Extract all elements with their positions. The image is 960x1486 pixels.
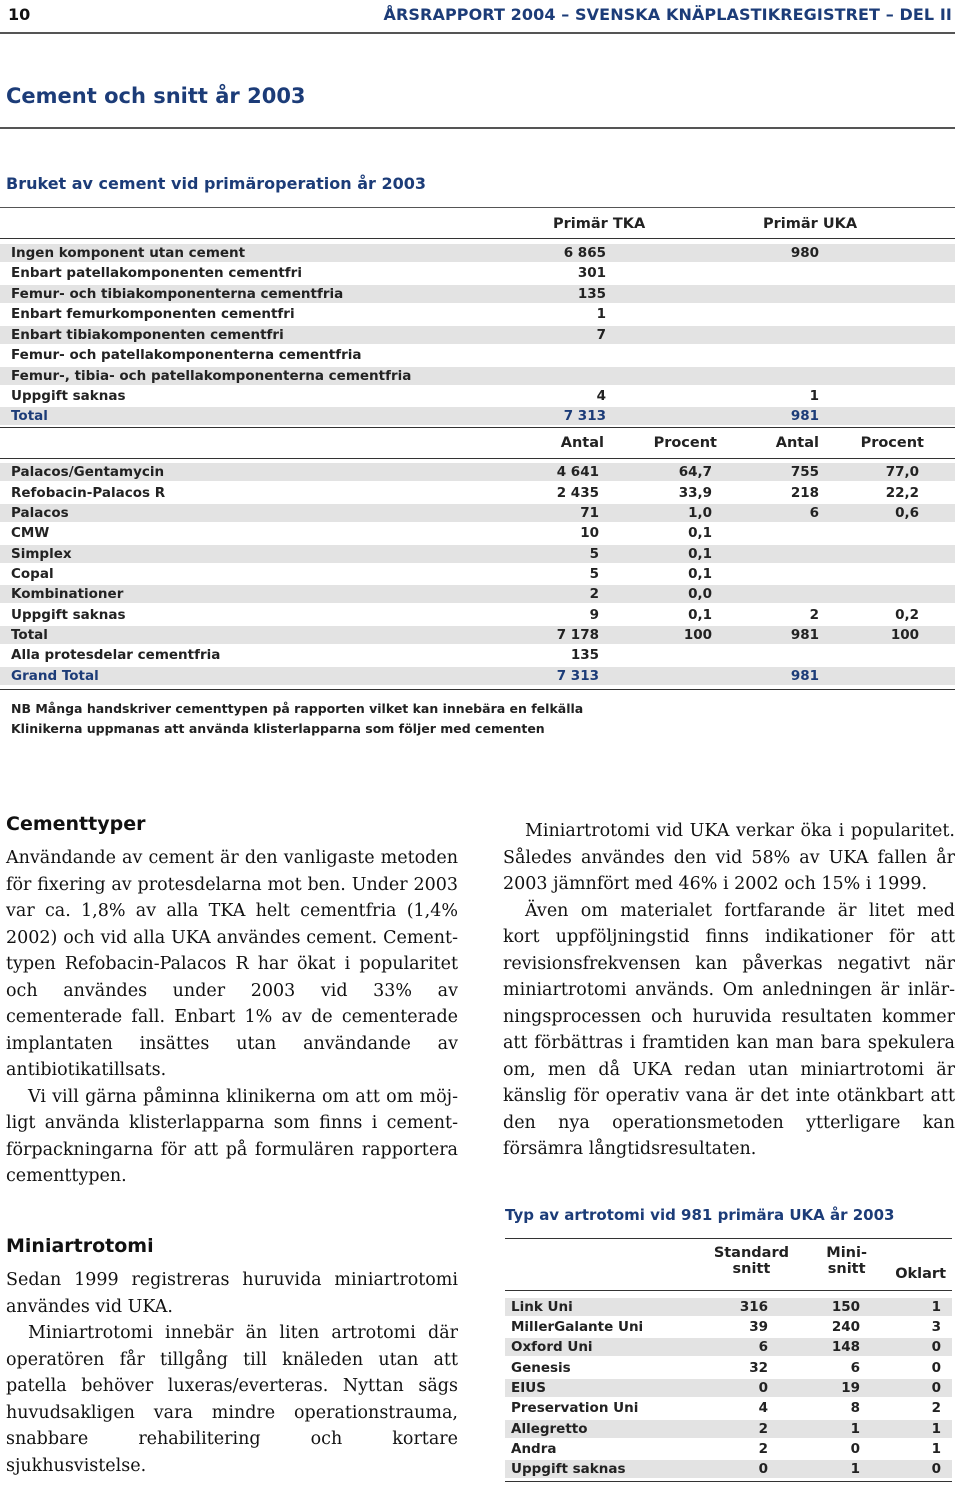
- table-row: [0, 463, 955, 481]
- cementtyper-text: [6, 845, 458, 1190]
- cell-mini: 1: [850, 1461, 860, 1477]
- table-row: [0, 285, 955, 303]
- row-label: EIUS: [511, 1380, 546, 1396]
- col-header-tka: Primär TKA: [553, 216, 646, 232]
- cell-tka: 7: [596, 327, 606, 343]
- subheader-antal-2: Antal: [775, 435, 819, 451]
- subheader-procent-1: Procent: [653, 435, 717, 451]
- cell-standard: 6: [758, 1339, 768, 1355]
- cell-standard: 316: [739, 1299, 768, 1315]
- cell-procent-uka: 0,6: [895, 505, 919, 521]
- miniartrotomi-results-text: [503, 818, 955, 1163]
- row-label: CMW: [11, 525, 50, 541]
- table1-sub-rule: [0, 458, 955, 459]
- cell-mini: 8: [850, 1400, 860, 1416]
- miniartrotomi-heading: Miniartrotomi: [6, 1235, 154, 1257]
- table-row: [0, 264, 955, 282]
- col-header-mini: Mini- snitt: [826, 1245, 867, 1277]
- row-label: Ingen komponent utan cement: [11, 245, 246, 261]
- cell-procent-tka: 100: [683, 627, 712, 643]
- cell-mini: 0: [850, 1441, 860, 1457]
- table1-note-2: Klinikerna uppmanas att använda klisterlapparna som följer med cementen: [11, 721, 545, 736]
- col-header-oklart: Oklart: [895, 1266, 946, 1282]
- cell-standard: 32: [749, 1360, 768, 1376]
- row-label: MillerGalante Uni: [511, 1319, 644, 1335]
- cell-antal-tka: 5: [589, 546, 599, 562]
- cell-standard: 0: [758, 1461, 768, 1477]
- page-header: [0, 0, 960, 32]
- cell-antal-tka: 7 178: [556, 627, 599, 643]
- cell-antal-uka: 755: [790, 464, 819, 480]
- cell-tka: 6 865: [563, 245, 606, 261]
- header-rule: [0, 32, 955, 34]
- table1-header-rule: [0, 238, 955, 239]
- cell-antal-uka: 6: [809, 505, 819, 521]
- row-label: Link Uni: [511, 1299, 573, 1315]
- table-row: [505, 1338, 952, 1356]
- table-row: [0, 484, 955, 502]
- row-label: Andra: [511, 1441, 557, 1457]
- cell-procent-uka: 100: [890, 627, 919, 643]
- row-label: Total: [11, 627, 48, 643]
- row-label: Kombinationer: [11, 586, 124, 602]
- table-row: [0, 524, 955, 542]
- row-label: Femur-, tibia- och patellakomponenterna cementfria: [11, 368, 412, 384]
- right-paragraph-2: Även om materialet fortfarande är litet med kort uppföljningstid finns indikationer för att revisionsfrekvensen kan påverkas negativt när miniartrotomi används. Om anledningen är inlärningsprocessen och huruvida resultaten kommer att förbättras i framtiden kan man bara spekulera om, men då UKA redan utan miniartrotomi är känslig för operativ vana är det inte otänkbart att den nya operationsmetoden ytterligare kan försämra långtidsresultaten.: [503, 900, 955, 1159]
- row-label: Genesis: [511, 1360, 571, 1376]
- miniartrotomi-paragraph-2: Miniartrotomi innebär än liten artrotomi där operatören får tillgång till knäleden utan att patella behöver luxeras/everteras. Nyttan sägs huvudsakligen vara mindre operationstrauma, snabbare rehabilitering och kortare sjukhusvistelse.: [6, 1323, 458, 1476]
- cell-mini: 240: [831, 1319, 860, 1335]
- cell-procent-tka: 0,1: [688, 607, 712, 623]
- cell-tka: 135: [577, 286, 606, 302]
- row-label: Enbart femurkomponenten cementfri: [11, 306, 295, 322]
- row-label: Enbart tibiakomponenten cementfri: [11, 327, 284, 343]
- table-row: [505, 1298, 952, 1316]
- cell-standard: 2: [758, 1441, 768, 1457]
- miniartrotomi-paragraph-1: Sedan 1999 registreras huruvida miniartrotomi användes vid UKA.: [6, 1270, 458, 1317]
- table1-note-1: NB Många handskriver cementtypen på rapporten vilket kan innebära en felkälla: [11, 701, 584, 716]
- row-label: Uppgift saknas: [11, 388, 126, 404]
- cell-oklart: 2: [931, 1400, 941, 1416]
- cell-mini: 1: [850, 1421, 860, 1437]
- table-row: [505, 1460, 952, 1478]
- row-label: Simplex: [11, 546, 72, 562]
- cell-uka: 980: [790, 245, 819, 261]
- cell-antal-tka: 2: [589, 586, 599, 602]
- cell-antal-tka: 4 641: [556, 464, 599, 480]
- table-row: [505, 1420, 952, 1438]
- cell-antal-tka: 10: [580, 525, 599, 541]
- table2-title: Typ av artrotomi vid 981 primära UKA år 2003: [505, 1206, 895, 1224]
- table-row: [0, 626, 955, 644]
- cell-antal-uka: 981: [790, 668, 819, 684]
- cell-antal-uka: 981: [790, 627, 819, 643]
- cell-tka: 1: [596, 306, 606, 322]
- table-row: [0, 367, 955, 385]
- cell-antal-tka: 2 435: [556, 485, 599, 501]
- row-label: Allegretto: [511, 1421, 588, 1437]
- title-rule: [0, 127, 955, 129]
- table1-title: Bruket av cement vid primäroperation år 2003: [6, 174, 427, 193]
- row-label: Oxford Uni: [511, 1339, 593, 1355]
- row-label: Femur- och patellakomponenterna cementfria: [11, 347, 362, 363]
- cell-oklart: 3: [931, 1319, 941, 1335]
- cell-oklart: 0: [931, 1380, 941, 1396]
- table-row-total: [0, 407, 955, 425]
- table-row: [0, 305, 955, 323]
- col-header-uka: Primär UKA: [763, 216, 858, 232]
- cell-uka: 1: [809, 388, 819, 404]
- cell-tka: 301: [577, 265, 606, 281]
- cell-antal-tka: 71: [580, 505, 599, 521]
- cell-procent-tka: 64,7: [678, 464, 712, 480]
- right-paragraph-1: Miniartrotomi vid UKA verkar öka i popularitet. Således användes den vid 58% av UKA fallen år 2003 jämnfört med 46% i 2002 och 15% i 1999.: [503, 821, 955, 894]
- row-label: Palacos: [11, 505, 69, 521]
- cell-antal-tka: 7 313: [556, 668, 599, 684]
- page-title: Cement och snitt år 2003: [6, 84, 306, 108]
- cell-procent-tka: 1,0: [688, 505, 712, 521]
- cell-mini: 19: [841, 1380, 860, 1396]
- table-row: [0, 585, 955, 603]
- table-row: [0, 606, 955, 624]
- running-title: ÅRSRAPPORT 2004 – SVENSKA KNÄPLASTIKREGISTRET – DEL II: [383, 5, 952, 24]
- cell-standard: 39: [749, 1319, 768, 1335]
- cell-antal-tka: 135: [570, 647, 599, 663]
- table-row: [505, 1318, 952, 1336]
- miniartrotomi-text: [6, 1267, 458, 1479]
- table1-top-rule: [0, 207, 955, 208]
- page-number: 10: [8, 5, 31, 24]
- row-label: Total: [11, 408, 48, 424]
- cementtyper-paragraph-2: Vi vill gärna påminna klinikerna om att om möjligt använda klisterlapparna som finns i cementförpackningarna för att på formulären rapportera cementtypen.: [6, 1086, 458, 1186]
- table-row: [505, 1440, 952, 1458]
- table2-top-rule: [505, 1238, 952, 1239]
- cell-antal-tka: 9: [589, 607, 599, 623]
- cell-procent-tka: 0,1: [688, 546, 712, 562]
- table1-mid-rule: [0, 427, 955, 428]
- table2-header-rule: [505, 1290, 952, 1291]
- subheader-procent-2: Procent: [860, 435, 924, 451]
- col-header-standard: Standard snitt: [713, 1245, 789, 1277]
- cell-mini: 150: [831, 1299, 860, 1315]
- table-row: [0, 565, 955, 583]
- cell-uka: 981: [790, 408, 819, 424]
- table-row: [0, 504, 955, 522]
- cementtyper-heading: Cementtyper: [6, 813, 146, 835]
- cell-tka: 7 313: [563, 408, 606, 424]
- table-row: [505, 1379, 952, 1397]
- cell-procent-tka: 0,1: [688, 566, 712, 582]
- cell-standard: 2: [758, 1421, 768, 1437]
- table-row: [0, 545, 955, 563]
- cell-antal-tka: 5: [589, 566, 599, 582]
- table1-bottom-rule: [0, 689, 955, 690]
- cell-tka: 4: [596, 388, 606, 404]
- row-label: Copal: [11, 566, 54, 582]
- cell-mini: 148: [831, 1339, 860, 1355]
- row-label: Femur- och tibiakomponenterna cementfria: [11, 286, 344, 302]
- table-row: [505, 1359, 952, 1377]
- cementtyper-paragraph-1: Användande av cement är den vanligaste metoden för fixering av protesdelarna mot ben. Under 2003 var ca. 1,8% av alla TKA helt cementfria (1,4% 2002) och vid alla UKA användes cement. Cementtypen Refobacin-Palacos R har ökat i popularitet och användes under 2003 vid 33% av cementerade fall. Enbart 1% av de cementerade implantaten insättes utan användande av antibiotikatillsats.: [6, 848, 458, 1080]
- row-label: Refobacin-Palacos R: [11, 485, 166, 501]
- row-label: Uppgift saknas: [11, 607, 126, 623]
- table-row-grand-total: [0, 667, 955, 685]
- cell-procent-uka: 0,2: [895, 607, 919, 623]
- cell-standard: 4: [758, 1400, 768, 1416]
- table-row: [0, 346, 955, 364]
- cell-antal-uka: 2: [809, 607, 819, 623]
- table-row: [0, 244, 955, 262]
- table-row: [0, 646, 955, 664]
- cell-procent-tka: 0,1: [688, 525, 712, 541]
- row-label: Palacos/Gentamycin: [11, 464, 165, 480]
- cell-antal-uka: 218: [790, 485, 819, 501]
- cell-procent-uka: 77,0: [885, 464, 919, 480]
- cell-oklart: 0: [931, 1360, 941, 1376]
- cell-procent-tka: 0,0: [688, 586, 712, 602]
- table-row: [505, 1399, 952, 1417]
- row-label: Grand Total: [11, 668, 99, 684]
- cell-procent-uka: 22,2: [885, 485, 919, 501]
- cell-oklart: 0: [931, 1461, 941, 1477]
- cell-oklart: 1: [931, 1299, 941, 1315]
- table-row: [0, 387, 955, 405]
- cell-standard: 0: [758, 1380, 768, 1396]
- subheader-antal-1: Antal: [560, 435, 604, 451]
- cell-oklart: 0: [931, 1339, 941, 1355]
- cell-oklart: 1: [931, 1441, 941, 1457]
- row-label: Alla protesdelar cementfria: [11, 647, 221, 663]
- table-row: [0, 326, 955, 344]
- row-label: Preservation Uni: [511, 1400, 639, 1416]
- table2-bottom-rule: [505, 1481, 952, 1482]
- cell-mini: 6: [850, 1360, 860, 1376]
- cell-procent-tka: 33,9: [678, 485, 712, 501]
- cell-oklart: 1: [931, 1421, 941, 1437]
- row-label: Enbart patellakomponenten cementfri: [11, 265, 302, 281]
- row-label: Uppgift saknas: [511, 1461, 626, 1477]
